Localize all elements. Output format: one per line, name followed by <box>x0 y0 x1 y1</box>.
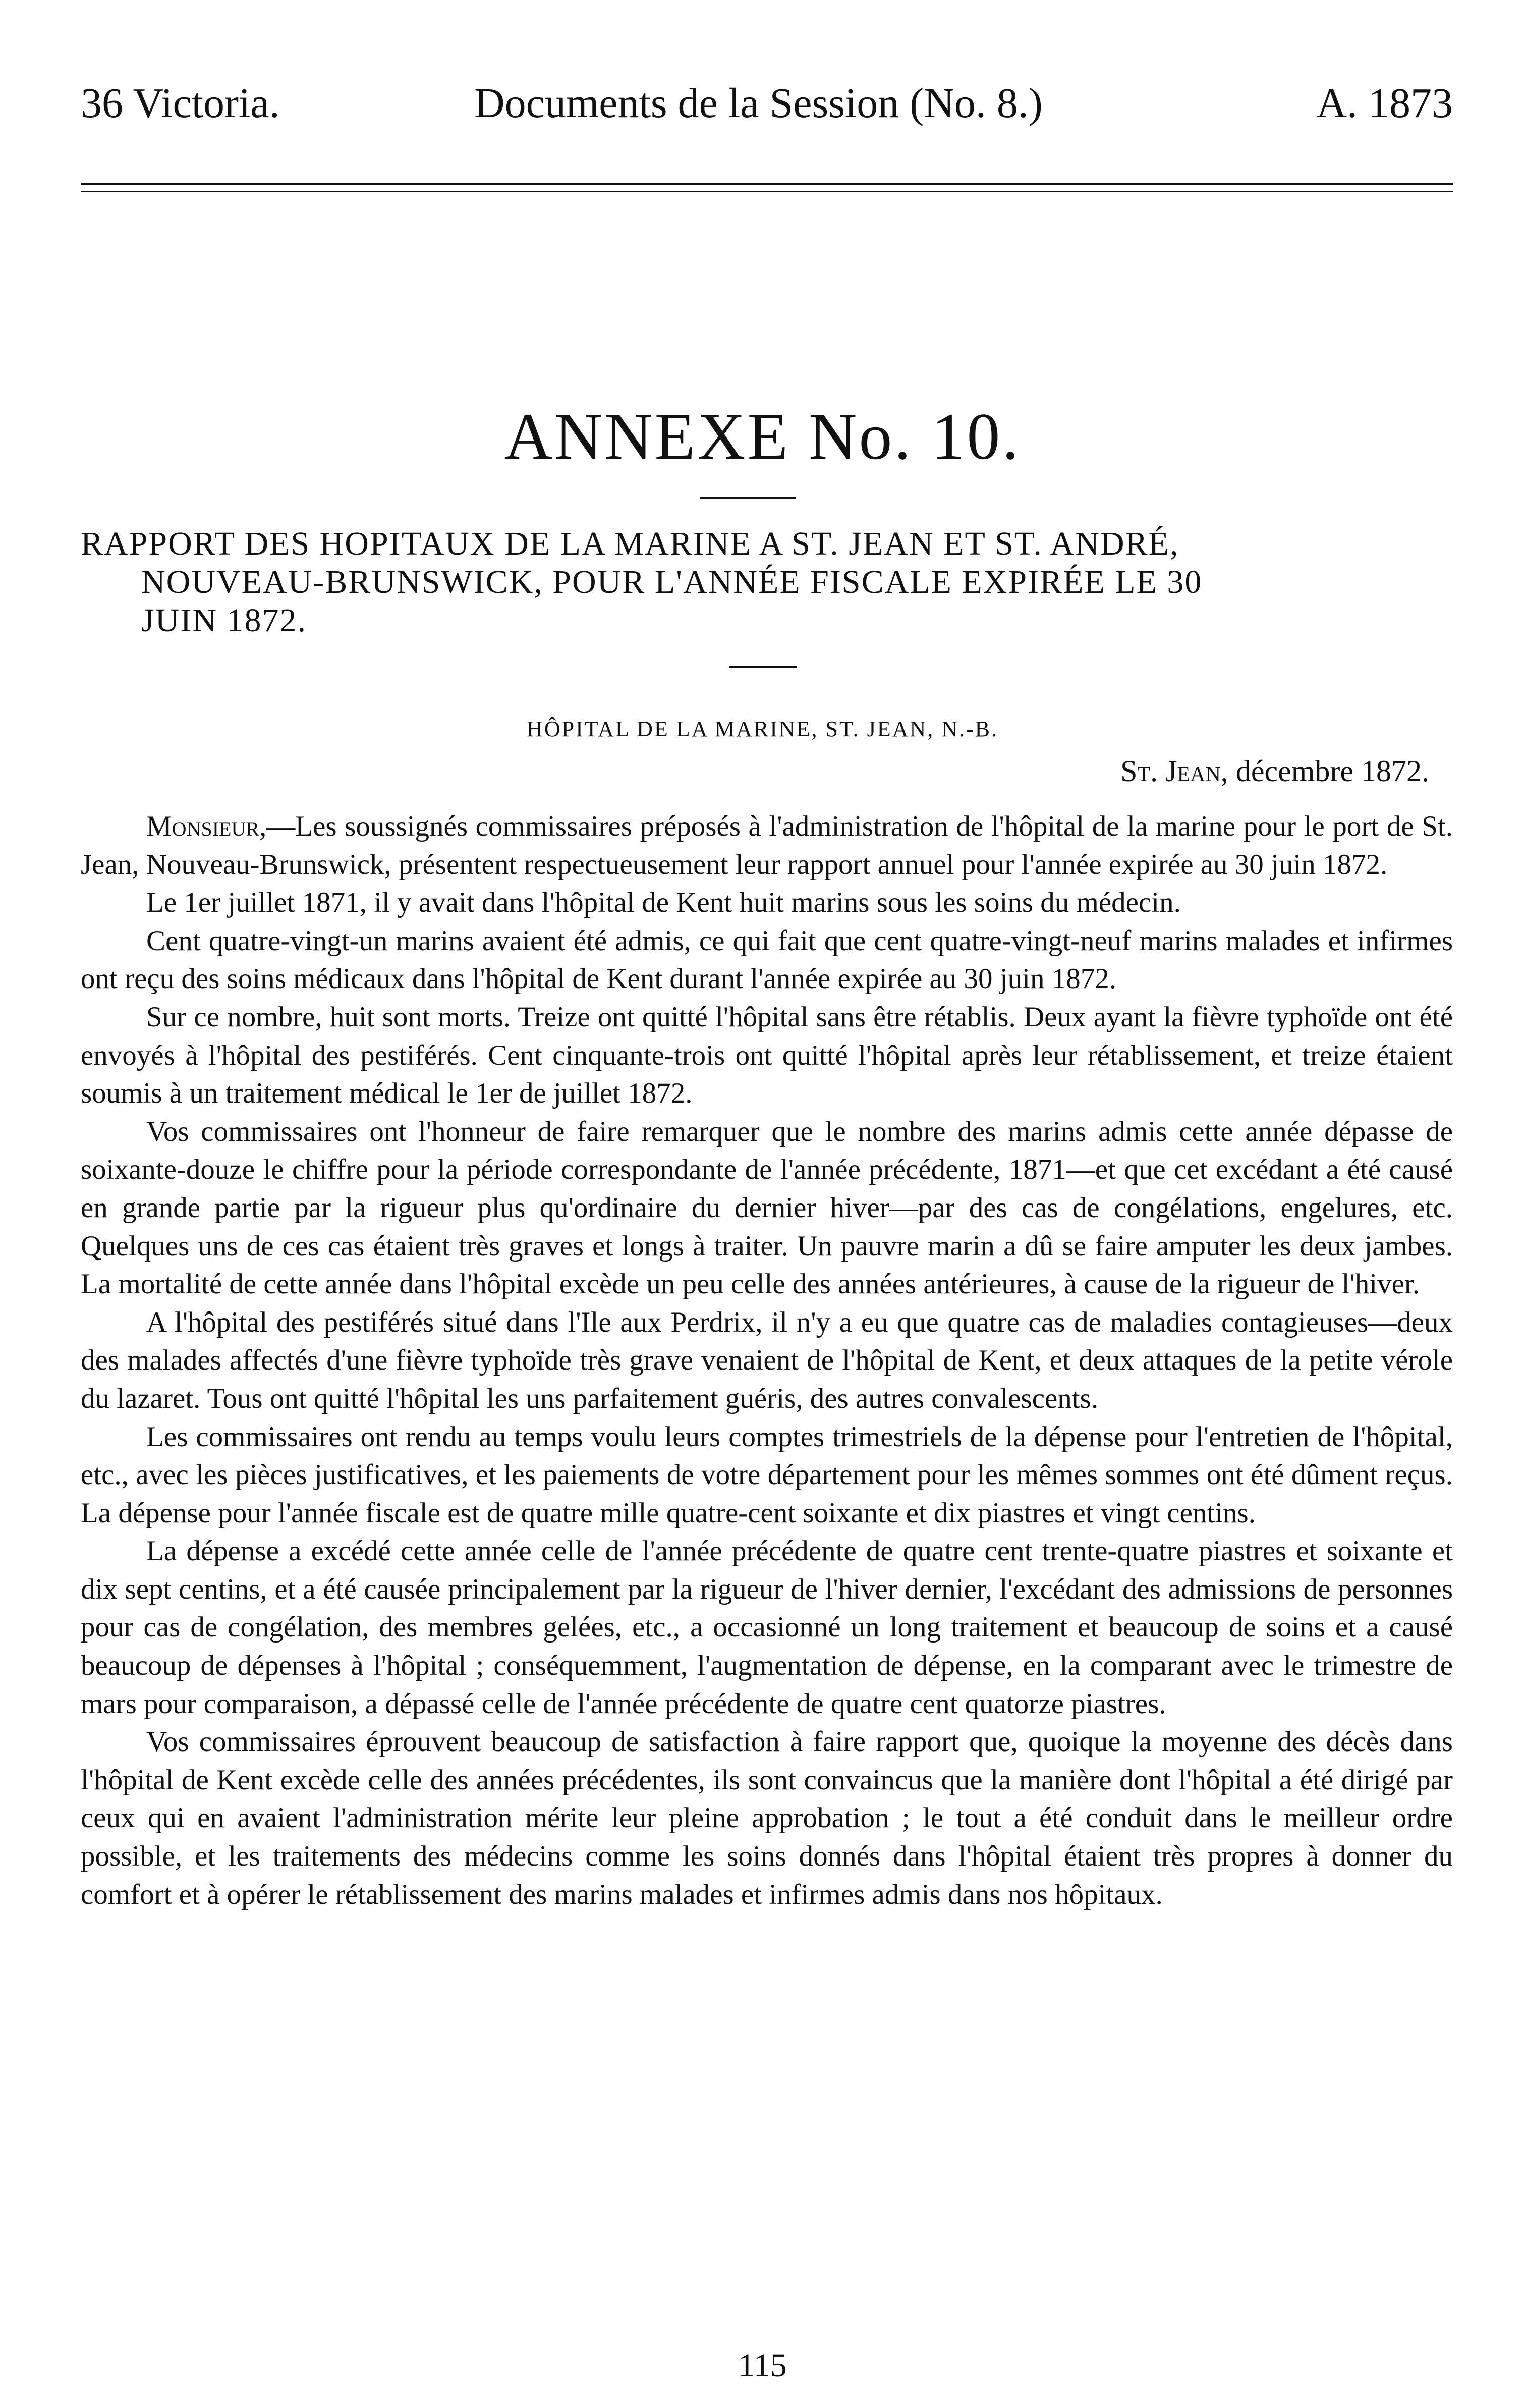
salutation: Monsieur, <box>146 810 267 842</box>
dateline-place: St. Jean, <box>1120 754 1228 788</box>
title-divider <box>700 497 796 499</box>
paragraph-text: —Les soussignés commissaires préposés à l'administration de l'hôpital de la marine pour le port de St. Jean, Nouveau-Brunswick, présentent respectueusement leur rapport annuel pour l'année expirée au 30 juin 1872. <box>81 810 1453 881</box>
header-rule-thick <box>81 183 1453 185</box>
dateline-date: décembre 1872. <box>1228 754 1429 788</box>
dateline <box>1120 751 1429 791</box>
report-title <box>81 525 1453 640</box>
header-rule-thin <box>81 191 1453 192</box>
report-title-line-1: RAPPORT DES HOPITAUX DE LA MARINE A ST. JEAN ET ST. ANDRÉ, <box>81 525 1179 562</box>
paragraph: Les commissaires ont rendu au temps voulu leurs comptes trimestriels de la dépense pour l'entretien de l'hôpital, etc., avec les pièces justificatives, et les paiements de votre département pour les mêmes sommes ont été dûment reçus. La dépense pour l'année fiscale est de quatre mille quatre-cent soixante et dix piastres et vingt centins. <box>81 1420 1453 1529</box>
page-number: 115 <box>738 2347 787 2384</box>
running-header <box>81 76 1453 131</box>
report-title-line-2: NOUVEAU-BRUNSWICK, POUR L'ANNÉE FISCALE EXPIRÉE LE 30 <box>141 564 1203 600</box>
report-body <box>81 807 1453 1913</box>
annex-title: ANNEXE No. 10. <box>504 399 1021 473</box>
paragraph <box>81 807 1453 884</box>
paragraph: La dépense a excédé cette année celle de l'année précédente de quatre cent trente-quatre piastres et soixante et dix sept centins, et a été causée principalement par la rigueur de l'hiver dernier, l'excédant des admissions de personnes pour cas de congélation, des membres gelées, etc., a occasionné un long traitement et beaucoup de soins et a causé beaucoup de dépenses à l'hôpital ; conséquemment, l'augmentation de dépense, en la comparant avec le trimestre de mars pour comparaison, a dépassé celle de l'année précédente de quatre cent quatorze piastres. <box>81 1535 1453 1720</box>
paragraph: A l'hôpital des pestiférés situé dans l'Ile aux Perdrix, il n'y a eu que quatre cas de maladies contagieuses—deux des malades affectés d'une fièvre typhoïde très grave venaient de l'hôpital de Kent, et deux attaques de la petite vérole du lazaret. Tous ont quitté l'hôpital les uns parfaitement guéris, des autres convalescents. <box>81 1306 1453 1414</box>
paragraph: Sur ce nombre, huit sont morts. Treize ont quitté l'hôpital sans être rétablis. Deux ayant la fièvre typhoïde ont été envoyés à l'hôpital des pestiférés. Cent cinquante-trois ont quitté l'hôpital après leur rétablissement, et treize étaient soumis à un traitement médical le 1er de juillet 1872. <box>81 1001 1453 1110</box>
paragraph: Le 1er juillet 1871, il y avait dans l'hôpital de Kent huit marins sous les soins du médecin. <box>146 887 1181 919</box>
header-session: Documents de la Session (No. 8.) <box>474 80 1043 127</box>
paragraph: Vos commissaires ont l'honneur de faire remarquer que le nombre des marins admis cette année dépasse de soixante-douze le chiffre pour la période correspondante de l'année précédente, 1871—et que cet excédant a été causé en grande partie par la rigueur plus qu'ordinaire du dernier hiver—par des cas de congélations, engelures, etc. Quelques uns de ces cas étaient très graves et longs à traiter. Un pauvre marin a dû se faire amputer les deux jambes. La mortalité de cette année dans l'hôpital excède un peu celle des années antérieures, à cause de la rigueur de l'hiver. <box>81 1115 1453 1300</box>
hospital-heading: HÔPITAL DE LA MARINE, ST. JEAN, N.-B. <box>527 717 998 741</box>
header-year: A. 1873 <box>1316 80 1453 127</box>
report-title-line-3: JUIN 1872. <box>141 602 307 639</box>
paragraph: Cent quatre-vingt-un marins avaient été admis, ce qui fait que cent quatre-vingt-neuf marins malades et infirmes ont reçu des soins médicaux dans l'hôpital de Kent durant l'année expirée au 30 juin 1872. <box>81 924 1453 995</box>
paragraph: Vos commissaires éprouvent beaucoup de satisfaction à faire rapport que, quoique la moyenne des décès dans l'hôpital de Kent excède celle des années précédentes, ils sont convaincus que la manière dont l'hôpital a été dirigé par ceux qui en avaient l'administration mérite leur pleine approbation ; le tout a été conduit dans le meilleur ordre possible, et les traitements des médecins comme les soins donnés dans l'hôpital étaient très propres à donner du comfort et à opérer le rétablissement des marins malades et infirmes admis dans nos hôpitaux. <box>81 1726 1453 1910</box>
report-divider <box>729 666 797 668</box>
header-volume: 36 Victoria. <box>81 80 280 127</box>
